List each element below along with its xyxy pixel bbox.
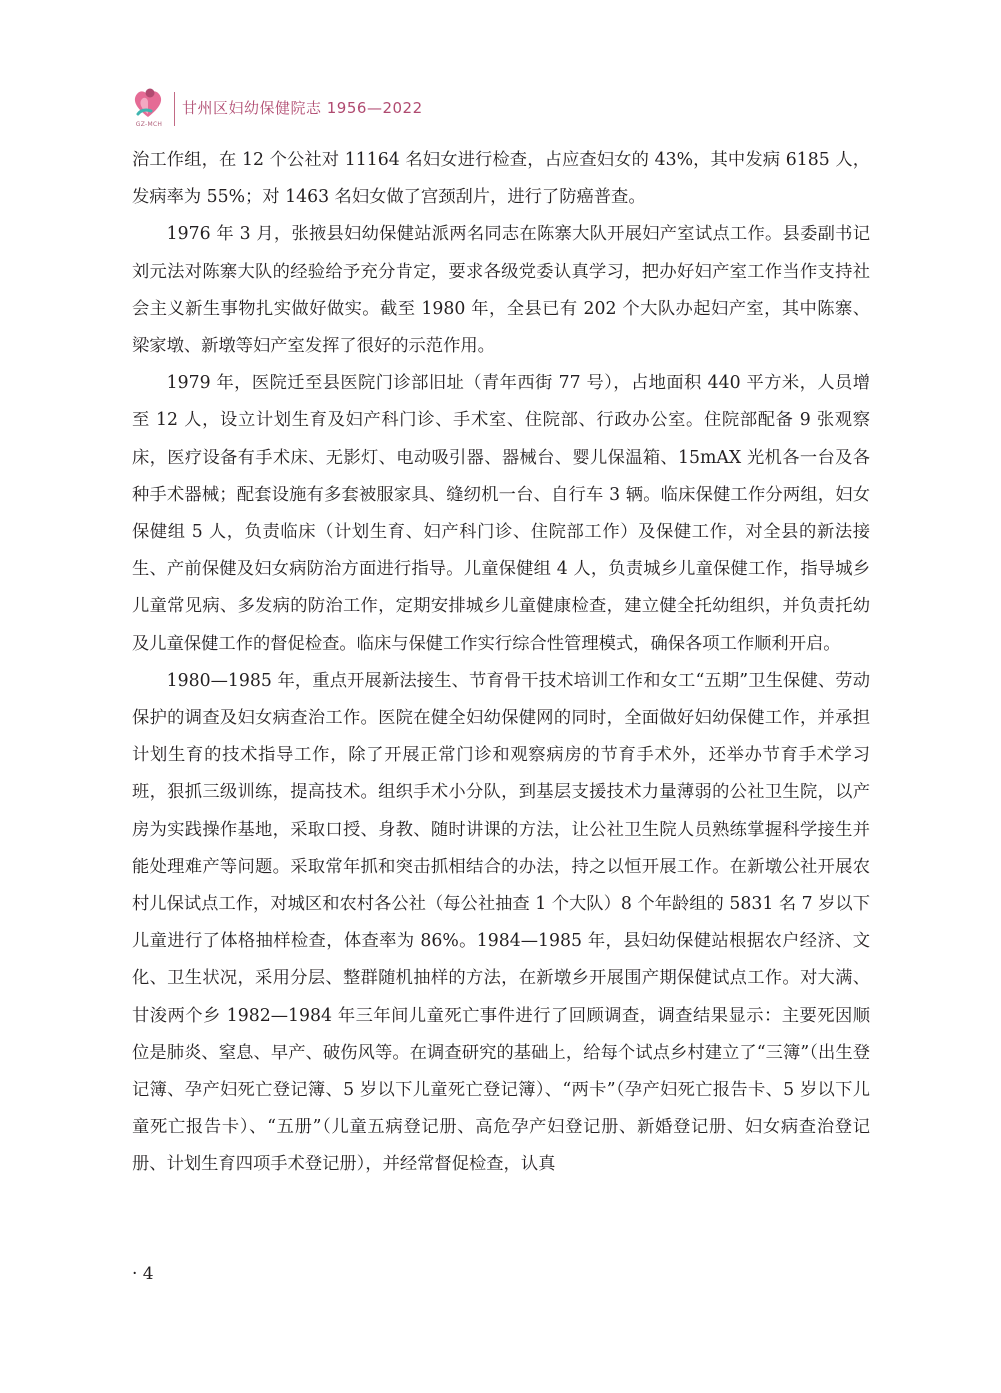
heart-figure-icon <box>128 84 168 122</box>
paragraph: 1976 年 3 月，张掖县妇幼保健站派两名同志在陈寨大队开展妇产室试点工作。县委副书记刘元法对陈寨大队的经验给予充分肯定，要求各级党委认真学习，把办好妇产室工作当作支持社会主义新生事物扎实做好做实。截至 1980 年，全县已有 202 个大队办起妇产室，其中陈寨、梁家墩、新墩等妇产室发挥了很好的示范作用。 <box>132 224 870 357</box>
running-header <box>128 84 728 134</box>
book-title: 甘州区妇幼保健院志 1956—2022 <box>182 99 423 117</box>
paragraph: 治工作组，在 12 个公社对 11164 名妇女进行检查，占应查妇女的 43%，其中发病 6185 人，发病率为 55%；对 1463 名妇女做了宫颈刮片，进行了防癌普查。 <box>132 150 870 208</box>
hospital-logo <box>128 84 168 132</box>
logo-caption: GZ-MCH <box>135 121 163 128</box>
paragraph: 1980—1985 年，重点开展新法接生、节育骨干技术培训工作和女工“五期”卫生保健、劳动保护的调查及妇女病查治工作。医院在健全妇幼保健网的同时，全面做好妇幼保健工作，并承担计划生育的技术指导工作，除了开展正常门诊和观察病房的节育手术外，还举办节育手术学习班，狠抓三级训练，提高技术。组织手术小分队，到基层支援技术力量薄弱的公社卫生院，以产房为实践操作基地，采取口授、身教、随时讲课的方法，让公社卫生院人员熟练掌握科学接生并能处理难产等问题。采取常年抓和突击抓相结合的办法，持之以恒开展工作。在新墩公社开展农村儿保试点工作，对城区和农村各公社（每公社抽查 1 个大队）8 个年龄组的 5831 名 7 岁以下儿童进行了体格抽样检查，体查率为 86%。1984—1985 年，县妇幼保健站根据农户经济、文化、卫生状况，采用分层、整群随机抽样的方法，在新墩乡开展围产期保健试点工作。对大满、甘浚两个乡 1982—1984 年三年间儿童死亡事件进行了回顾调查，调查结果显示：主要死因顺位是肺炎、窒息、早产、破伤风等。在调查研究的基础上，给每个试点乡村建立了“三簿”（出生登记簿、孕产妇死亡登记簿、5 岁以下儿童死亡登记簿）、“两卡”（孕产妇死亡报告卡、5 岁以下儿童死亡报告卡）、“五册”（儿童五病登记册、高危孕产妇登记册、新婚登记册、妇女病查治登记册、计划生育四项手术登记册），并经常督促检查，认真 <box>132 670 870 1175</box>
header-divider <box>174 92 175 126</box>
paragraph: 1979 年，医院迁至县医院门诊部旧址（青年西街 77 号），占地面积 440 平方米，人员增至 12 人，设立计划生育及妇产科门诊、手术室、住院部、行政办公室。住院部配备 9 张观察床，医疗设备有手术床、无影灯、电动吸引器、器械台、婴儿保温箱、15mAX 光机各一台及各种手术器械；配套设施有多套被服家具、缝纫机一台、自行车 3 辆。临床保健工作分两组，妇女保健组 5 人，负责临床（计划生育、妇产科门诊、住院部工作）及保健工作，对全县的新法接生、产前保健及妇女病防治方面进行指导。儿童保健组 4 人，负责城乡儿童保健工作，指导城乡儿童常见病、多发病的防治工作，定期安排城乡儿童健康检查，建立健全托幼组织，并负责托幼及儿童保健工作的督促检查。临床与保健工作实行综合性管理模式，确保各项工作顺利开启。 <box>132 373 870 654</box>
body-text <box>132 142 870 1184</box>
page-number: · 4 <box>132 1264 154 1284</box>
